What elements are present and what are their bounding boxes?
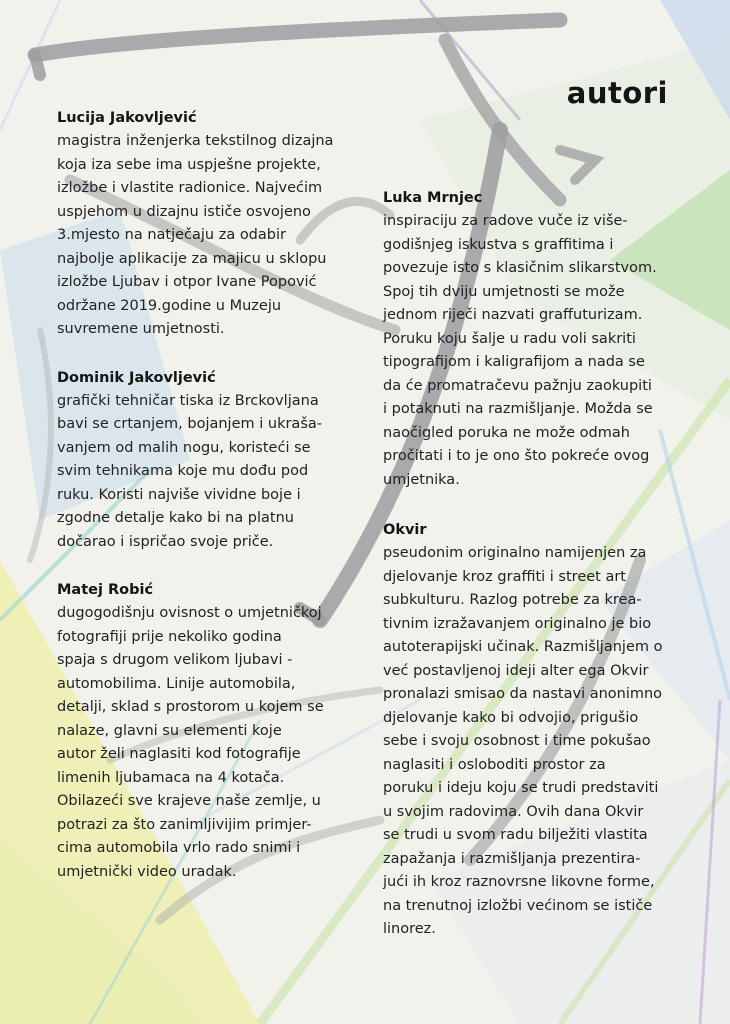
bio-line: pročitati i to je ono što pokreće ovog [383,448,650,464]
spacer [383,492,698,518]
author-dominik [57,366,375,555]
bio-line: izložbe i vlastite radionice. Najvećim [57,180,323,196]
bio-line: zgodne detalje kako bi na platnu [57,510,294,526]
bio-line: linorez. [383,921,436,937]
bio-line: magistra inženjerka tekstilnog dizajna [57,133,334,149]
bio-line: suvremene umjetnosti. [57,321,225,337]
author-name: Okvir [383,522,427,538]
bio-line: Spoj tih dviju umjetnosti se može [383,283,625,300]
right-column [383,186,698,942]
bio-line: vanjem od malih nogu, koristeći se [57,439,311,456]
spacer [57,342,375,366]
bio-line: najbolje aplikacije za majicu u sklopu [57,250,327,267]
bio-line: izložbe Ljubav i otpor Ivane Popović [57,274,317,290]
bio-line: naočigled poruka ne može odmah [383,424,630,441]
bio-line: godišnjeg iskustva s graffitima i [383,236,614,253]
bio-line: već postavljenoj ideji alter ega Okvir [383,662,649,679]
bio-line: pseudonim originalno namijenjen za [383,545,647,561]
author-bio [383,542,698,942]
bio-line: pronalazi smisao da nastavi anonimno [383,686,663,702]
bio-line: tivnim izražavanjem originalno je bio [383,615,652,632]
bio-line: zapažanja i razmišljanja prezentira- [383,850,641,867]
bio-line: 3.mjesto na natječaju za odabir [57,227,286,243]
left-column [57,106,375,884]
bio-line: dugogodišnju ovisnost o umjetničkoj [57,605,322,621]
bio-line: djelovanje kako bi odvojio, prigušio [383,709,639,726]
bio-line: djelovanje kroz graffiti i street art [383,568,626,585]
bio-line: subkulturu. Razlog potrebe za krea- [383,592,642,608]
author-name: Luka Mrnjec [383,190,483,206]
bio-line: nalaze, glavni su elementi koje [57,722,282,739]
bio-line: inspiraciju za radove vuče iz više- [383,213,628,229]
bio-line: povezuje isto s klasičnim slikarstvom. [383,260,657,276]
bio-line: da će promatračevu pažnju zaokupiti [383,377,652,394]
bio-line: uspjehom u dizajnu ističe osvojeno [57,203,311,220]
bio-line: potrazi za što zanimljivijim primjer- [57,816,312,833]
bio-line: fotografiji prije nekoliko godina [57,628,282,645]
bio-line: Poruku koju šalje u radu voli sakriti [383,330,636,347]
bio-line: spaja s drugom velikom ljubavi - [57,652,293,668]
author-bio [57,602,375,884]
author-matej [57,578,375,884]
author-bio [57,130,375,342]
bio-line: detalji, sklad s prostorom u kojem se [57,699,324,715]
author-name: Matej Robić [57,582,154,598]
bio-line: autoterapijski učinak. Razmišljanjem o [383,639,663,655]
bio-line: grafički tehničar tiska iz Brckovljana [57,392,319,409]
bio-line: automobilima. Linije automobila, [57,675,296,692]
page-title: autori [566,76,668,110]
author-name: Lucija Jakovljević [57,110,197,126]
bio-line: ruku. Koristi najviše vividne boje i [57,486,301,503]
bio-line: cima automobila vrlo rado snimi i [57,840,301,856]
bio-line: jednom riječi nazvati graffuturizam. [383,307,643,323]
bio-line: sebe i svoju osobnost i time pokušao [383,733,651,749]
bio-line: održane 2019.godine u Muzeju [57,297,282,314]
bio-line: limenih ljubamaca na 4 kotača. [57,769,285,786]
author-bio [57,390,375,555]
bio-line: koja iza sebe ima uspješne projekte, [57,156,321,173]
bio-line: poruku i ideju koju se trudi predstaviti [383,780,659,796]
bio-line: jući ih kroz raznovrsne likovne forme, [383,874,655,890]
bio-line: umjetnički video uradak. [57,863,237,880]
bio-line: bavi se crtanjem, bojanjem i ukraša- [57,416,322,432]
bio-line: u svojim radovima. Ovih dana Okvir [383,803,644,820]
bio-line: svim tehnikama koje mu dođu pod [57,463,309,479]
bio-line: i potaknuti na razmišljanje. Možda se [383,401,653,417]
author-okvir [383,518,698,942]
author-bio [383,210,698,492]
bio-line: se trudi u svom radu bilježiti vlastita [383,827,648,843]
author-lucija [57,106,375,342]
bio-line: umjetnika. [383,471,460,488]
bio-line: dočarao i ispričao svoje priče. [57,533,274,550]
author-name: Dominik Jakovljević [57,369,216,386]
bio-line: naglasiti i osloboditi prostor za [383,756,606,773]
bio-line: Obilazeći sve krajeve naše zemlje, u [57,793,321,809]
spacer [57,554,375,578]
author-luka [383,186,698,492]
bio-line: autor želi naglasiti kod fotografije [57,746,301,762]
bio-line: na trenutnoj izložbi većinom se ističe [383,897,653,914]
bio-line: tipografijom i kaligrafijom a nada se [383,354,645,370]
